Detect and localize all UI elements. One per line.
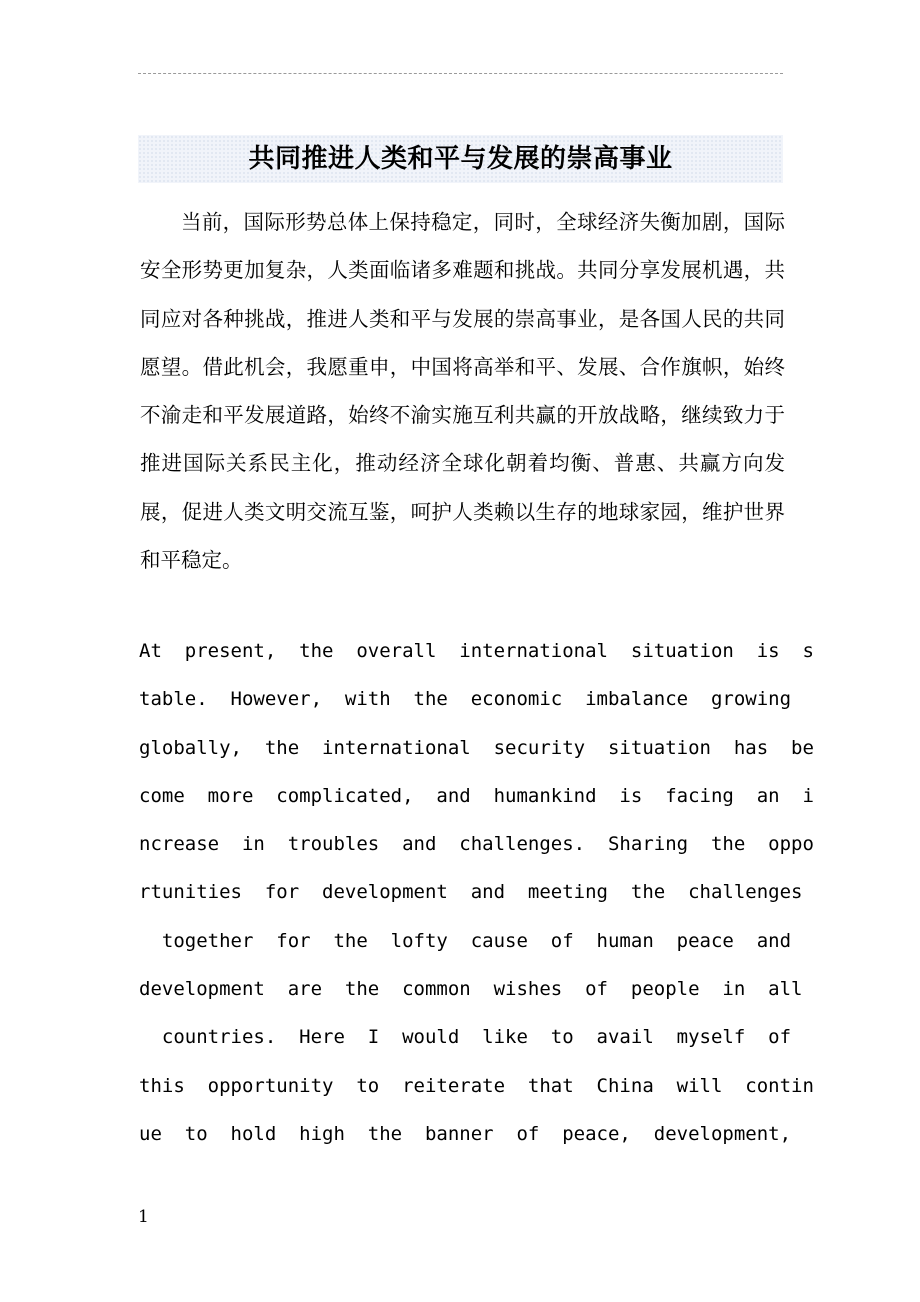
page-number: 1 bbox=[138, 1207, 149, 1227]
header-divider bbox=[138, 73, 783, 74]
english-line: come more complicated, and humankind is facing an i bbox=[139, 784, 814, 807]
english-line: ncrease in troubles and challenges. Sharing the oppo bbox=[139, 833, 814, 856]
english-line: At present, the overall international situation is s bbox=[139, 640, 814, 662]
english-text-block bbox=[139, 627, 814, 1158]
document-title: 共同推进人类和平与发展的崇高事业 bbox=[248, 144, 673, 174]
english-line: development are the common wishes of people in all bbox=[139, 978, 803, 1001]
english-line: globally, the international security situation has be bbox=[139, 736, 814, 759]
chinese-paragraph: 当前，国际形势总体上保持稳定，同时，全球经济失衡加剧，国际安全形势更加复杂，人类面临诸多难题和挑战。共同分享发展机遇，共同应对各种挑战，推进人类和平与发展的崇高事业，是各国人民的共同愿望。借此机会，我愿重申，中国将高举和平、发展、合作旗帜，始终不渝走和平发展道路，始终不渝实施互利共赢的开放战略，继续致力于推进国际关系民主化，推动经济全球化朝着均衡、普惠、共赢方向发展，促进人类文明交流互鉴，呵护人类赖以生存的地球家园，维护世界和平稳定。 bbox=[140, 210, 785, 573]
english-line: ue to hold high the banner of peace, development, bbox=[139, 1122, 792, 1145]
english-line: together for the lofty cause of human peace and bbox=[139, 929, 792, 952]
english-line: countries. Here I would like to avail myself of bbox=[139, 1026, 792, 1049]
english-line: table. However, with the economic imbalance growing bbox=[139, 688, 792, 711]
english-line: rtunities for development and meeting the challenges bbox=[139, 881, 803, 904]
english-line: this opportunity to reiterate that China will contin bbox=[139, 1074, 814, 1097]
